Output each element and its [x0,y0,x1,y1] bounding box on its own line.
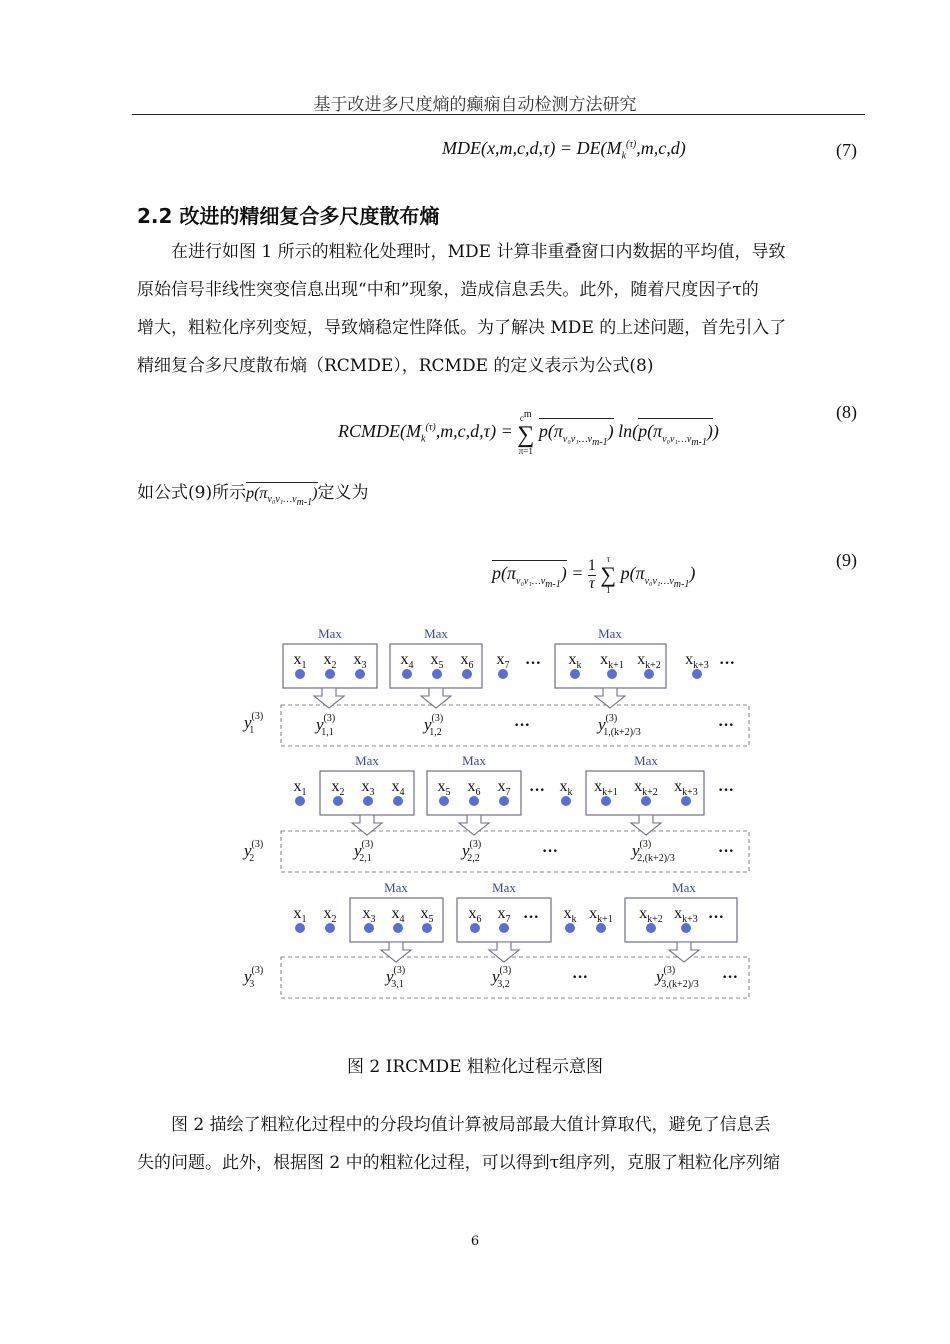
svg-text:···: ··· [529,782,546,799]
row2-output-box [281,831,749,872]
svg-text:y(3)2,(k+2)/3: $y^{(3)}$ 2,(k+2)/3 [632,839,675,864]
svg-text:xk: $x_k$ [563,905,577,925]
svg-text:y(3)1: $y^{(3)}$ 1 [244,711,264,736]
svg-text:y(3)1,(k+2)/3: $y^{(3)}$ 1,(k+2)/3 [598,713,641,738]
header-rule [132,114,865,115]
svg-text:y(3)2: $y^{(3)}$ 2 [244,839,264,864]
svg-text:x3: $x_3$ [362,905,376,925]
equation-9: $p(\pi_{v_0v_1\dots v_{m-1}})$ = $\frac{1}{\tau}$ τ ∑ 1 $p(\pi_{v_0v_1\dots v_{m-1}})$ [492,554,696,595]
svg-text:···: ··· [525,655,542,672]
row3-output-box [281,957,749,998]
svg-text:xk+1: $x_{k+1}$ [589,905,613,925]
max-label: Max [672,880,696,895]
svg-text:y(3)2,2: $y^{(3)}$ 2,2 [462,839,482,864]
svg-text:y(3)2,1: $y^{(3)}$ 2,1 [354,839,374,864]
max-label: Max [462,753,486,768]
running-header: 基于改进多尺度熵的癫痫自动检测方法研究 [313,95,637,115]
svg-text:x2: $x_2$ [331,778,345,798]
svg-text:x7: $x_7$ [497,778,511,798]
svg-text:x4: $x_4$ [391,778,405,798]
svg-text:xk+1: $x_{k+1}$ [600,651,624,671]
svg-text:y(3)3,2: $y^{(3)}$ 3,2 [492,965,512,990]
coarse-graining-figure [236,622,756,1007]
paragraph-1-line-4: 精细复合多尺度散布熵（RCMDE），RCMDE 的定义表示为公式(8) [137,356,654,376]
down-arrow-icon [421,688,451,708]
svg-text:y(3)3,1: $y^{(3)}$ 3,1 [386,965,406,990]
svg-text:x4: $x_4$ [391,905,405,925]
page-number: 6 [470,1234,480,1249]
svg-text:x6: $x_6$ [468,905,482,925]
svg-text:···: ··· [523,909,540,926]
down-arrow-icon [631,815,661,835]
svg-text:x7: $x_7$ [496,651,510,671]
section-heading: 2.2 改进的精细复合多尺度散布熵 [137,204,440,228]
equation-8: $RCMDE(M_k^{(\tau)},m,c,d,\tau)$ = $c^m$ ∑ π=1 $p(\pi_{v_0v_1\dots v_{m-1}})$ $\ln(p(\pi_{v_0v_1\dots v_{m-1}}))$ [338,409,719,456]
max-label: Max [318,626,342,641]
max-label: Max [634,753,658,768]
svg-text:xk+3: $x_{k+3}$ [674,905,698,925]
svg-text:x2: $x_2$ [323,905,337,925]
paragraph-3-line-1: 图 2 描绘了粗粒化过程中的分段均值计算被局部最大值计算取代，避免了信息丢 [171,1115,771,1135]
svg-text:y(3)3: $y^{(3)}$ 3 [244,965,264,990]
inline-p-bar: $p(\pi_{v_0v_1\dots v_{m-1}})$ [246,482,317,502]
svg-text:···: ··· [718,843,735,860]
svg-text:x6: $x_6$ [467,778,481,798]
svg-text:x1: $x_1$ [293,651,307,671]
down-arrow-icon [459,815,489,835]
svg-text:x4: $x_4$ [400,651,414,671]
max-label: Max [492,880,516,895]
svg-text:···: ··· [514,717,531,734]
svg-text:x3: $x_3$ [361,778,375,798]
paragraph-3-line-2: 失的问题。此外，根据图 2 中的粗粒化过程，可以得到τ组序列，克服了粗粒化序列缩 [137,1153,781,1173]
svg-text:x1: $x_1$ [293,778,307,798]
svg-text:y(3)1,1: $y^{(3)}$ 1,1 [316,713,336,738]
svg-text:x1: $x_1$ [293,905,307,925]
max-label: Max [598,626,622,641]
equation-8-number: (8) [836,402,857,422]
svg-text:···: ··· [572,969,589,986]
paragraph-1-line-2: 原始信号非线性突变信息出现“中和”现象，造成信息丢失。此外，随着尺度因子τ的 [137,280,759,300]
svg-text:x7: $x_7$ [497,905,511,925]
equation-7-number: (7) [836,140,857,160]
svg-text:···: ··· [718,782,735,799]
svg-text:xk+2: $x_{k+2}$ [639,905,663,925]
svg-text:x5: $x_5$ [437,778,451,798]
svg-text:···: ··· [542,843,559,860]
svg-text:y(3)3,(k+2)/3: $y^{(3)}$ 3,(k+2)/3 [656,965,699,990]
paragraph-2-suffix: 定义为 [317,483,369,503]
equation-9-number: (9) [836,550,857,570]
max-label: Max [355,753,379,768]
paragraph-3 [137,1106,859,1182]
svg-text:···: ··· [719,655,736,672]
svg-text:x6: $x_6$ [460,651,474,671]
svg-text:xk: $x_k$ [568,651,582,671]
paragraph-2-prefix: 如公式(9)所示 [137,483,247,503]
svg-text:xk: $x_k$ [559,778,573,798]
svg-text:xk+3: $x_{k+3}$ [685,651,709,671]
down-arrow-icon [352,815,382,835]
down-arrow-icon [669,942,699,962]
max-label: Max [384,880,408,895]
svg-text:xk+1: $x_{k+1}$ [594,778,618,798]
svg-text:xk+2: $x_{k+2}$ [634,778,658,798]
paragraph-1-line-1: 在进行如图 1 所示的粗粒化处理时，MDE 计算非重叠窗口内数据的平均值，导致 [171,242,786,262]
paragraph-2 [137,478,369,508]
svg-text:···: ··· [722,969,739,986]
equation-7: $MDE(x,m,c,d,\tau) = DE(M_k^{(\tau)},m,c,d)$ [442,138,686,162]
figure-caption: 图 2 IRCMDE 粗粒化过程示意图 [347,1057,603,1077]
paragraph-1 [137,233,859,385]
svg-text:x5: $x_5$ [430,651,444,671]
svg-text:y(3)1,2: $y^{(3)}$ 1,2 [424,713,444,738]
down-arrow-icon [489,942,519,962]
svg-text:xk+2: $x_{k+2}$ [637,651,661,671]
svg-text:x2: $x_2$ [323,651,337,671]
svg-text:···: ··· [708,909,725,926]
down-arrow-icon [381,942,411,962]
svg-text:xk+3: $x_{k+3}$ [674,778,698,798]
max-label: Max [424,626,448,641]
svg-text:x3: $x_3$ [353,651,367,671]
svg-text:x5: $x_5$ [420,905,434,925]
paragraph-1-line-3: 增大，粗粒化序列变短，导致熵稳定性降低。为了解决 MDE 的上述问题，首先引入了 [137,318,787,338]
svg-text:···: ··· [718,717,735,734]
